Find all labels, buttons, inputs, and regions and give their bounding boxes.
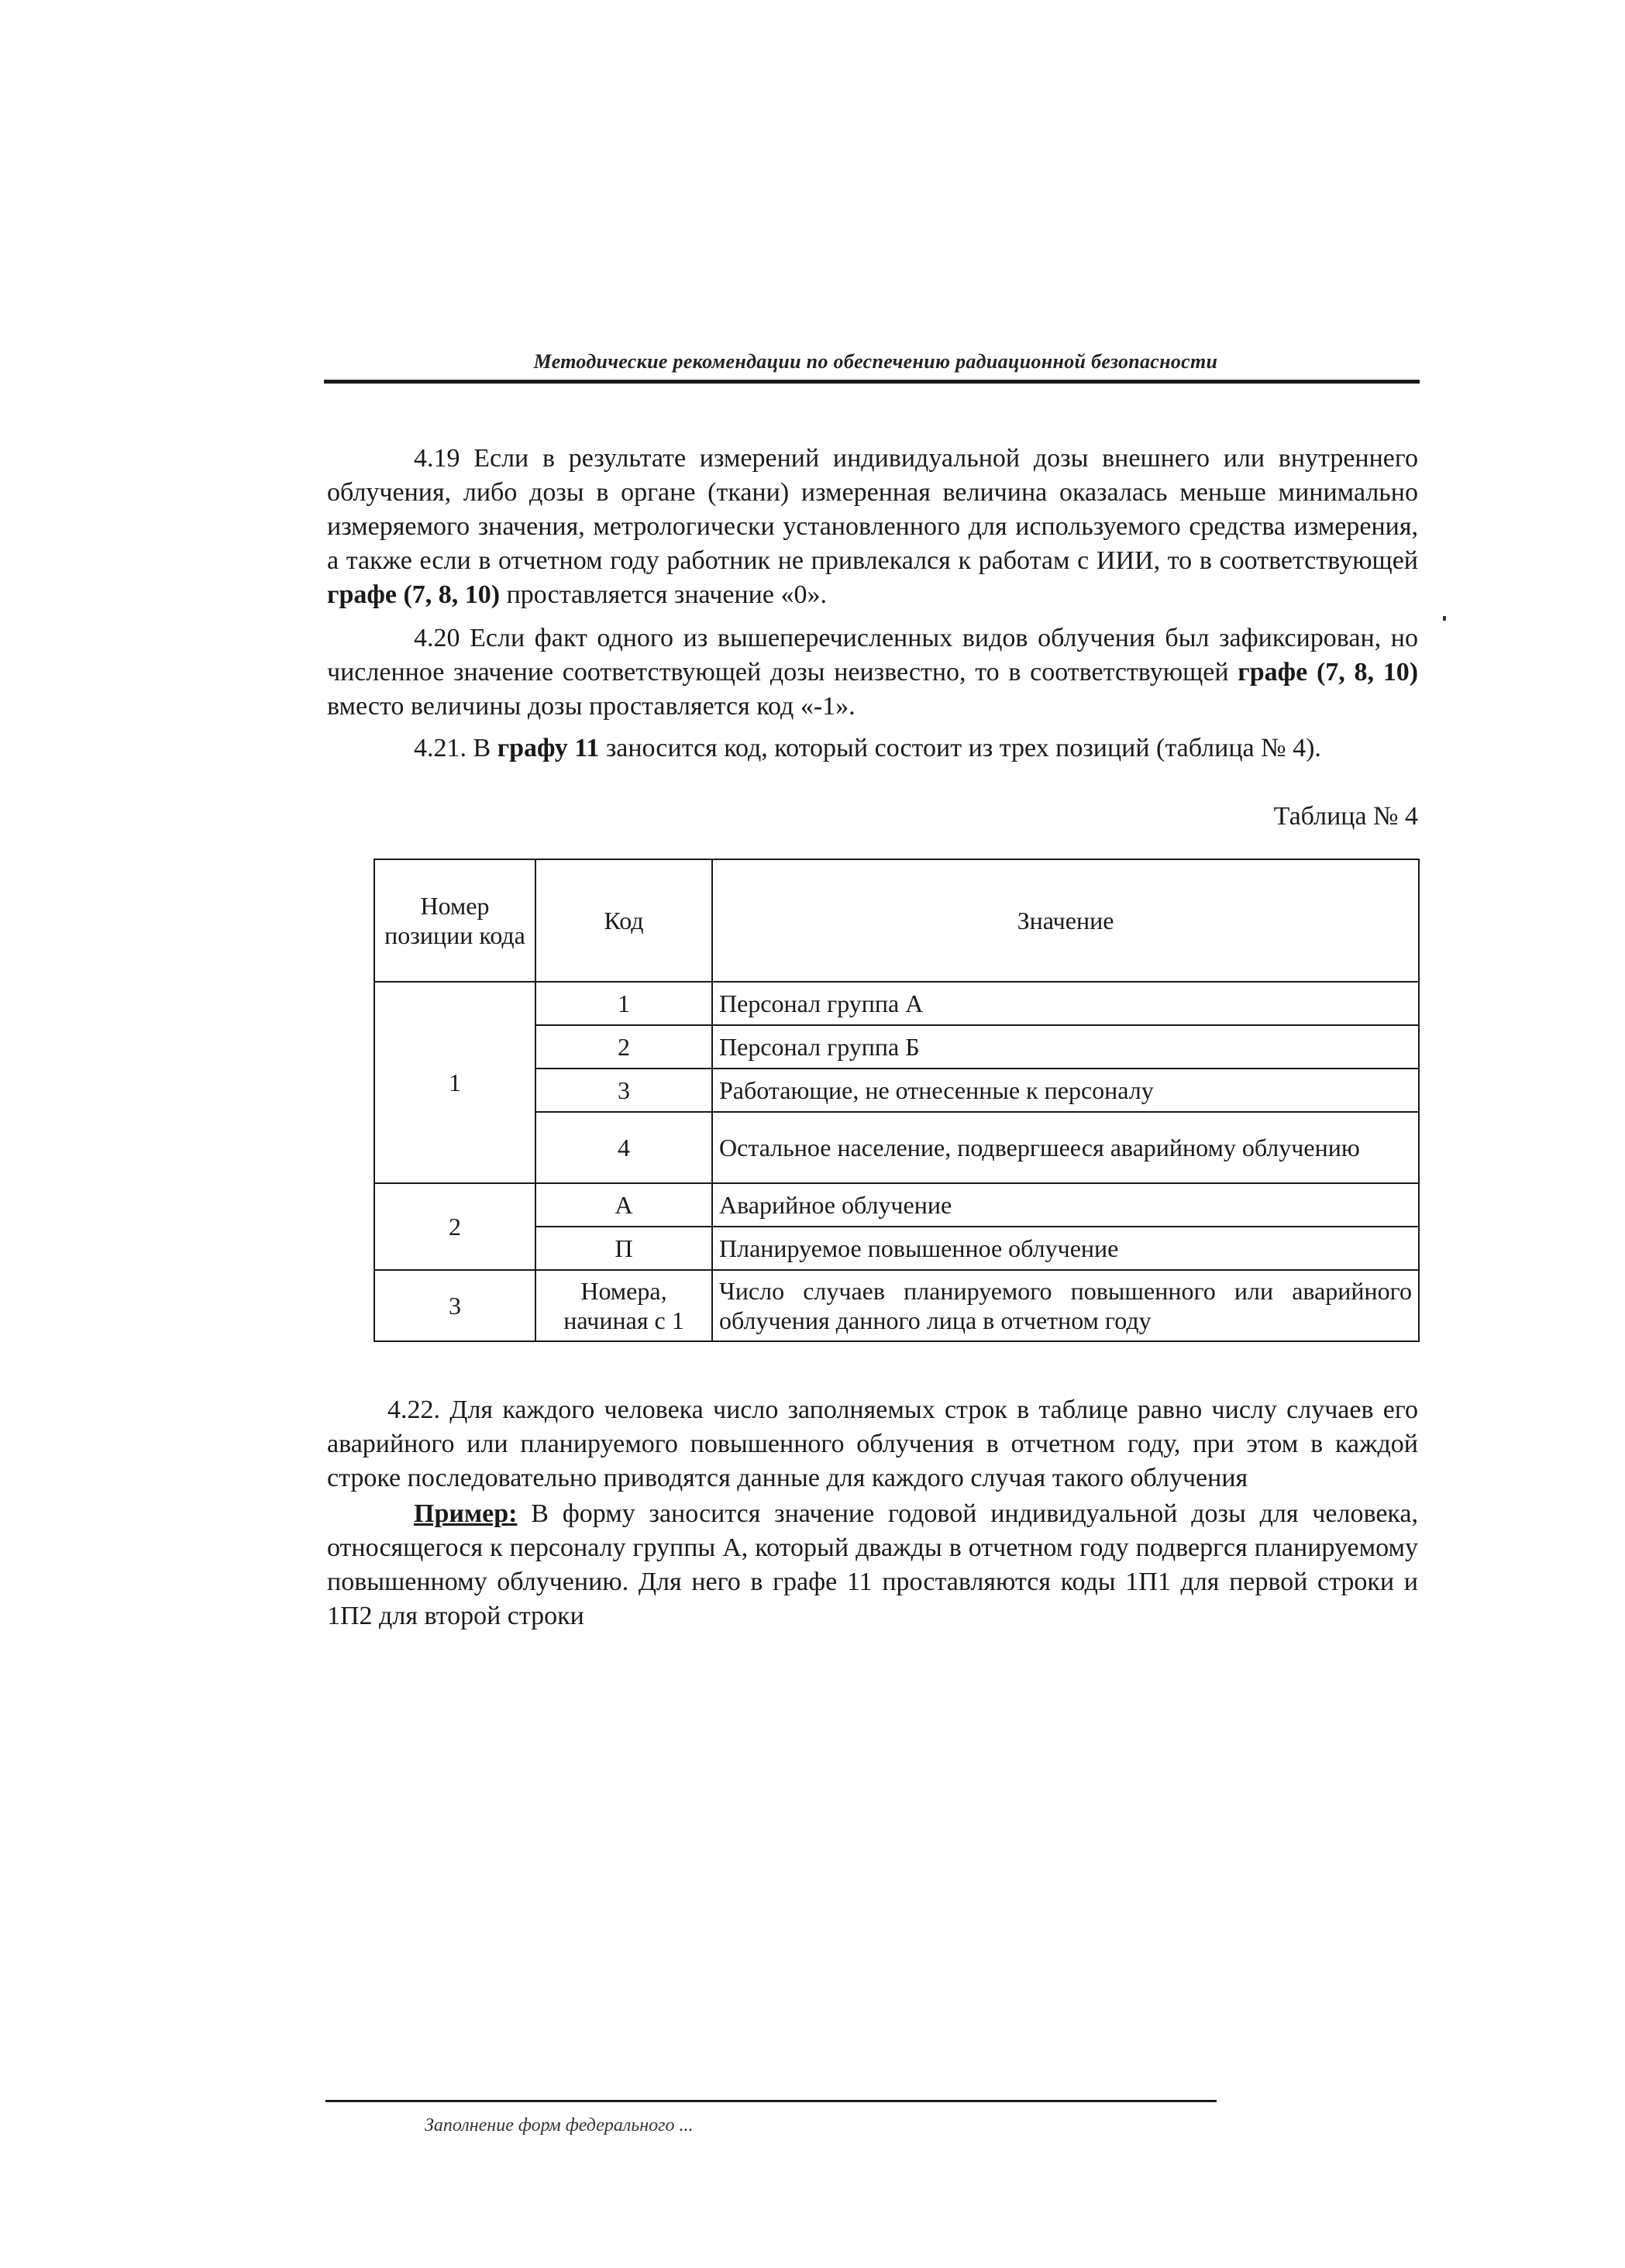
scan-speck	[1443, 616, 1446, 621]
code-cell: 3	[535, 1069, 712, 1112]
code-cell: Номера, начиная с 1	[535, 1270, 712, 1341]
running-footer: Заполнение форм федерального ...	[425, 2115, 694, 2135]
position-cell: 3	[374, 1270, 535, 1341]
meaning-cell: Планируемое повышенное облучение	[712, 1227, 1419, 1270]
meaning-cell: Остальное население, подвергшееся аварийному облучению	[712, 1112, 1419, 1183]
running-header: Методические рекомендации по обеспечению радиационной безопасности	[533, 350, 1218, 373]
paragraph-text: заносится код, который состоит из трех позиций (таблица № 4).	[599, 734, 1321, 762]
paragraph-text: 4.21. В	[414, 734, 497, 762]
meaning-cell: Аварийное облучение	[712, 1183, 1419, 1227]
table-caption: Таблица № 4	[1273, 802, 1418, 831]
header-meaning: Значение	[712, 859, 1419, 982]
meaning-cell: Число случаев планируемого повышенного или аварийного облучения данного лица в отчетном году	[712, 1270, 1419, 1341]
column-reference: графу 11	[497, 734, 600, 762]
paragraph-4-19	[327, 442, 1418, 612]
code-cell: 4	[535, 1112, 712, 1183]
position-cell: 1	[374, 982, 535, 1183]
meaning-cell: Персонал группа Б	[712, 1025, 1419, 1069]
code-cell: А	[535, 1183, 712, 1227]
code-cell: 1	[535, 982, 712, 1025]
paragraph-4-20	[327, 621, 1418, 724]
meaning-cell: Работающие, не отнесенные к персоналу	[712, 1069, 1419, 1112]
paragraph-text: 4.19 Если в результате измерений индивидуальной дозы внешнего или внутреннего облучения, либо дозы в органе (ткани) измеренная величина оказалась меньше минимально измеряемого значения, метрологически установленного для используемого средства измерения, а также если в отчетном году работник не привлекался к работам с ИИИ, то в соответствующей	[327, 444, 1418, 575]
paragraph-text: проставляется значение «0».	[500, 580, 827, 609]
paragraph-4-21	[327, 731, 1418, 766]
example-paragraph	[327, 1497, 1418, 1633]
column-reference: графе (7, 8, 10)	[327, 580, 501, 609]
code-table	[374, 859, 1420, 1342]
paragraph-text: 4.20 Если факт одного из вышеперечисленных видов облучения был зафиксирован, но численное значение соответствующей дозы неизвестно, то в соответствующей	[327, 624, 1418, 687]
column-reference: графе (7, 8, 10)	[1238, 658, 1419, 687]
header-rule	[324, 380, 1420, 384]
footer-rule	[325, 2100, 1217, 2102]
table-row	[374, 1183, 1419, 1227]
position-cell: 2	[374, 1183, 535, 1270]
header-code: Код	[535, 859, 712, 982]
example-text: В форму заносится значение годовой индивидуальной дозы для человека, относящегося к персоналу группы А, который дважды в отчетном году подвергся планируемому повышенному облучению. Для него в графе 11 проставляются коды 1П1 для первой строки и 1П2 для второй строки	[327, 1499, 1418, 1630]
header-position: Номер позиции кода	[374, 859, 535, 982]
table-header-row	[374, 859, 1419, 982]
example-label: Пример:	[414, 1499, 518, 1528]
code-cell: П	[535, 1227, 712, 1270]
table-row	[374, 982, 1419, 1025]
table-row	[374, 1270, 1419, 1341]
paragraph-text: вместо величины дозы проставляется код «-1».	[327, 692, 856, 721]
meaning-cell: Персонал группа А	[712, 982, 1419, 1025]
paragraph-text: 4.22. Для каждого человека число заполняемых строк в таблице равно числу случаев его аварийного или планируемого повышенного облучения в отчетном году, при этом в каждой строке последовательно приводятся данные для каждого случая такого облучения	[327, 1396, 1418, 1492]
paragraph-4-22	[327, 1393, 1418, 1495]
code-cell: 2	[535, 1025, 712, 1069]
